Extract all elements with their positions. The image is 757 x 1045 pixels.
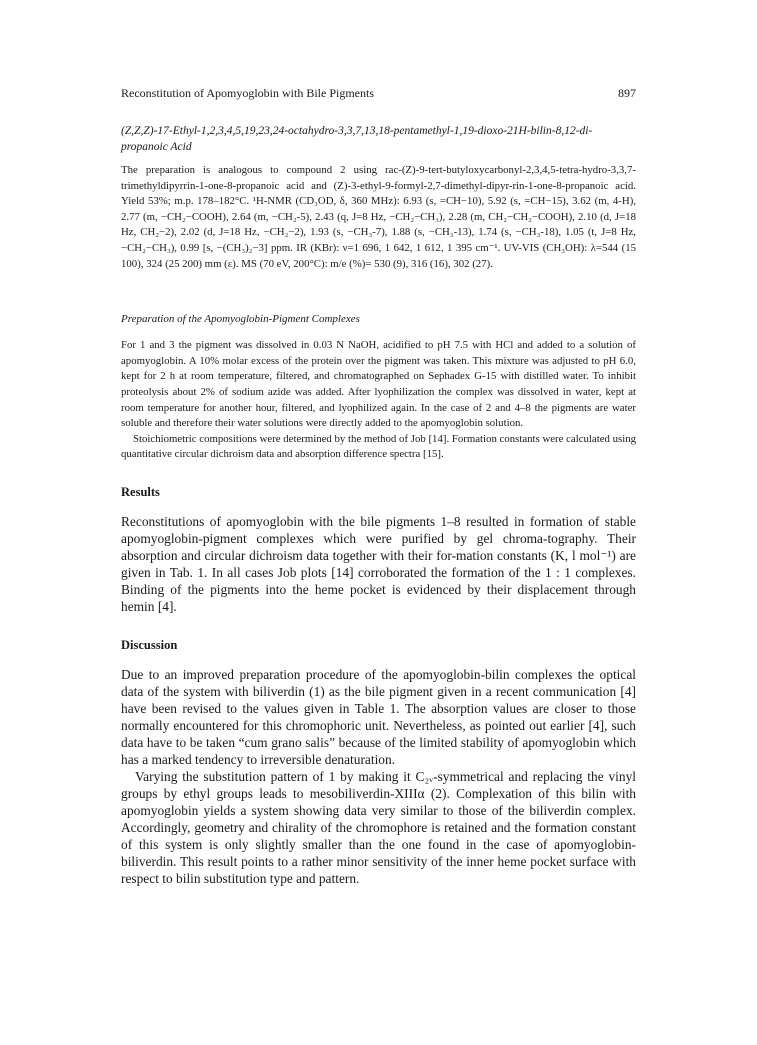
results-heading: Results xyxy=(121,484,160,499)
compound-title: (Z,Z,Z)-17-Ethyl-1,2,3,4,5,19,23,24-octahydro-3,3,7,13,18-pentamethyl-1,19-dioxo-21H-bilin-8,12-di-propanoic Acid xyxy=(121,125,593,153)
page xyxy=(121,86,636,887)
discussion-paragraph-1: Due to an improved preparation procedure of the apomyoglobin-bilin complexes the optical data of the system with biliverdin (1) as the bile pigment given in a recent communication [4] have been revised to the values given in Table 1. The absorption values are closer to those normally encountered for this chromophoric unit. Nevertheless, as pointed out earlier [4], such data have to be taken “cum grano salis” because of the limited stability of apomyoglobin which has a marked tendency to irreversible denaturation. xyxy=(121,666,636,767)
results-paragraph: Reconstitutions of apomyoglobin with the bile pigments 1–8 resulted in formation of stable apomyoglobin-pigment complexes which were purified by gel chroma-tography. Their absorption and circular dichroism data together with their for-mation constants (K, l mol⁻¹) are given in Tab. 1. In all cases Job plots [14] corroborated the formation of the 1 : 1 complexes. Binding of the pigments into the heme pocket is evidenced by their displacement through hemin [4]. xyxy=(121,513,636,614)
discussion-paragraph-2: Varying the substitution pattern of 1 by making it C₂ᵥ-symmetrical and replacing the vinyl groups by ethyl groups leads to mesobiliverdin-XIIIα (2). Complexation of this bilin with apomyoglobin yields a system showing data very similar to those of the biliverdin complex. Accordingly, geometry and chirality of the chromophore is retained and the formation constant of this system is only slightly smaller than the one found in the case of apomyoglobin-biliverdin. This result points to a rather minor sensitivity of the inner heme pocket surface with respect to bilin substitution type and pattern. xyxy=(121,768,636,886)
preparation-title: Preparation of the Apomyoglobin-Pigment Complexes xyxy=(121,313,360,326)
preparation-paragraph-2: Stoichiometric compositions were determined by the method of Job [14]. Formation constants were calculated using quantitative circular dichroism data and absorption difference spectra [15]. xyxy=(121,432,636,461)
page-number: 897 xyxy=(618,86,636,100)
running-header xyxy=(121,86,636,100)
compound-paragraph: The preparation is analogous to compound 2 using rac-(Z)-9-tert-butyloxycarbonyl-2,3,4,5-tetra-hydro-3,3,7-trimethyldipyrrin-1-one-8-propanoic acid and (Z)-3-ethyl-9-formyl-2,7-dimethyl-dipyr-rin-1-one-8-propanoic acid. Yield 53%; m.p. 178–182°C. ¹H-NMR (CD₃OD, δ, 360 MHz): 6.93 (s, =CH−10), 5.92 (s, =CH−15), 3.62 (m, 4-H), 2.77 (m, −CH₂−COOH), 2.64 (m, −CH₂-5), 2.43 (q, J=8 Hz, −CH₂−CH₃), 2.28 (m, CH₂−CH₂−COOH), 2.10 (d, J=18 Hz, CH₂−2), 2.02 (d, J=18 Hz, −CH₂−2), 1.93 (s, −CH₃-7), 1.88 (s, −CH₃-13), 1.74 (s, −CH₃-18), 1.05 (t, J=8 Hz, −CH₂−CH₃), 0.99 [s, −(CH₃)₂−3] ppm. IR (KBr): ν=1 696, 1 642, 1 612, 1 395 cm⁻¹. UV-VIS (CH₃OH): λ=544 (15 100), 324 (25 200) mm (ε). MS (70 eV, 200°C): m/e (%)= 530 (9), 316 (16), 302 (27). xyxy=(121,164,636,270)
discussion-heading: Discussion xyxy=(121,637,178,652)
running-title: Reconstitution of Apomyoglobin with Bile Pigments xyxy=(121,86,375,100)
preparation-paragraph-1: For 1 and 3 the pigment was dissolved in 0.03 N NaOH, acidified to pH 7.5 with HCl and added to a solution of apomyoglobin. A 10% molar excess of the protein over the pigment was taken. This mixture was adjusted to pH 6.0, kept for 2 h at room temperature, filtered, and chromatographed on Sephadex G-15 with distilled water. To inhibit proteolysis about 2% of sodium azide was added. After lyophilization the complex was dissolved in water, kept at room temperature for another hour, filtered, and lyophilized again. In the case of 2 and 4–8 the pigments are water soluble and therefore their water solutions were directly added to the apomyoglobin solution. xyxy=(121,339,636,430)
